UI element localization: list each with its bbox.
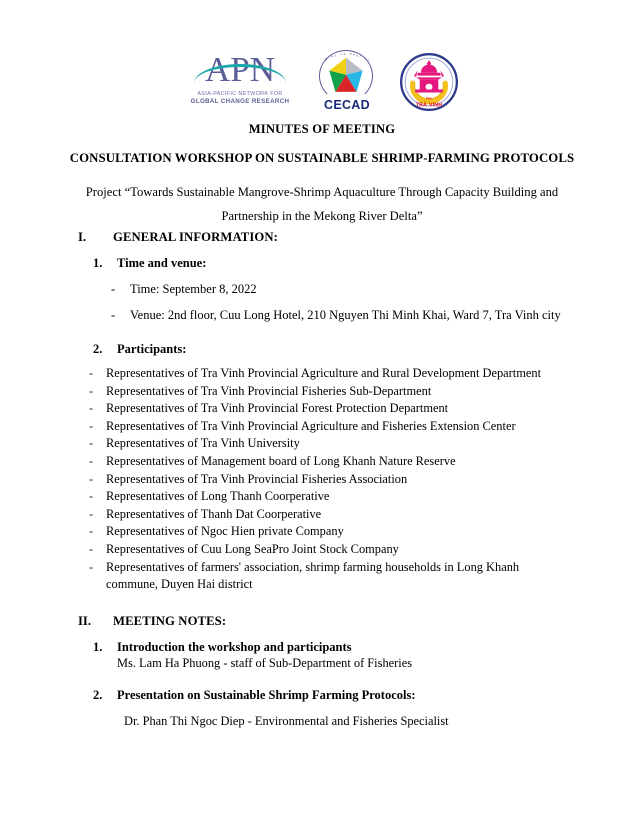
list-item [0,435,644,453]
hyphen-bullet-icon: - [89,559,94,574]
hyphen-bullet-icon: - [89,401,94,416]
list-item-time [0,282,644,297]
participant-text: Representatives of Tra Vinh Provincial Agriculture and Rural Development Department [106,366,542,380]
cecad-logo [314,50,380,114]
subsection-heading: Participants: [117,342,187,356]
apn-tagline-line1: ASIA-PACIFIC NETWORK FOR [197,91,283,97]
logo-band [0,46,644,118]
page-title: MINUTES OF MEETING [248,122,396,136]
section-numeral: II. [78,613,92,628]
section-meeting-notes [0,614,644,629]
hyphen-bullet-icon: - [89,383,94,398]
subsection-participants [0,342,644,357]
tra-vinh-emblem [400,53,458,111]
apn-tagline-line2: GLOBAL CHANGE RESEARCH [190,98,290,105]
list-item [0,523,644,541]
cecad-wordmark-text: CECAD [324,98,370,112]
participant-text: Representatives of Tra Vinh Provincial Fisheries Association [106,471,408,486]
document-body [0,230,644,730]
note-number: 1. [93,639,103,654]
list-item [0,418,644,436]
workshop-title: CONSULTATION WORKSHOP ON SUSTAINABLE SHRIMP-FARMING PROTOCOLS [69,151,575,165]
apn-letters-text: APN [204,50,276,89]
section-general-information [0,230,644,245]
participant-text: Representatives of Management board of Long Khanh Nature Reserve [106,453,456,468]
cecad-pentagon-star-icon [327,57,365,93]
list-item [0,471,644,489]
subsection-number: 2. [93,342,103,356]
section-heading: GENERAL INFORMATION: [113,230,278,244]
apn-logo [186,52,294,112]
participants-list [0,365,644,594]
hyphen-bullet-icon: - [89,471,94,486]
hyphen-bullet-icon: - [89,524,94,539]
hyphen-bullet-icon: - [89,366,94,380]
note-heading: Presentation on Sustainable Shrimp Farming Protocols: [117,687,416,702]
dash-bullet-icon: - [111,282,116,296]
tra-vinh-emblem-icon [400,53,458,111]
participant-text: Representatives of Long Thanh Coorperative [106,489,330,504]
note-introduction [0,640,644,655]
hyphen-bullet-icon: - [89,541,94,556]
hyphen-bullet-icon: - [89,453,94,468]
list-item [0,559,644,594]
list-item [0,506,644,524]
meeting-time-text: Time: September 8, 2022 [130,282,257,296]
note-detail-text: Dr. Phan Thi Ngoc Diep - Environmental and Fisheries Specialist [124,713,449,728]
participant-text: Representatives of farmers' association, shrimp farming households in Long Khanh commune, Duyen Hai district [106,559,520,592]
cecad-mark [319,50,375,100]
hyphen-bullet-icon: - [89,418,94,433]
participant-text: Representatives of Thanh Dat Coorperative [106,506,322,521]
project-subtitle-line-2: Partnership in the Mekong River Delta” [221,209,423,223]
note-heading: Introduction the workshop and participants [117,639,352,654]
participant-text: Representatives of Tra Vinh Provincial Forest Protection Department [106,401,449,416]
subsection-heading: Time and venue: [117,256,207,270]
svg-text:TỈNH: TỈNH [426,97,432,101]
hyphen-bullet-icon: - [89,489,94,504]
list-item [0,488,644,506]
apn-wordmark [188,52,292,90]
section-heading: MEETING NOTES: [113,613,227,628]
note-number: 2. [93,687,103,702]
list-item-venue [0,308,644,323]
subsection-time-and-venue [0,256,644,271]
list-item [0,541,644,559]
section-numeral: I. [78,230,87,244]
list-item [0,453,644,471]
list-item [0,383,644,401]
dash-bullet-icon: - [111,308,116,322]
hyphen-bullet-icon: - [89,506,94,521]
note-presentation [0,688,644,703]
subsection-number: 1. [93,256,103,270]
participant-text: Representatives of Tra Vinh University [106,436,300,451]
cecad-ring-text: g i a o v à P h á t t r [324,52,371,63]
list-item [0,365,644,383]
hyphen-bullet-icon: - [89,436,94,451]
participant-text: Representatives of Cuu Long SeaPro Joint Stock Company [106,541,399,556]
note-detail-text: Ms. Lam Ha Phuong - staff of Sub-Department of Fisheries [117,655,413,670]
participant-text: Representatives of Ngoc Hien private Company [106,524,344,539]
project-subtitle-line-1: Project “Towards Sustainable Mangrove-Shrimp Aquaculture Through Capacity Building and [85,185,559,199]
svg-text:TRÀ VINH: TRÀ VINH [415,102,443,109]
participant-text: Representatives of Tra Vinh Provincial Fisheries Sub-Department [106,383,432,398]
participant-text: Representatives of Tra Vinh Provincial Agriculture and Fisheries Extension Center [106,418,516,433]
project-subtitle [72,180,572,228]
meeting-venue-text: Venue: 2nd floor, Cuu Long Hotel, 210 Nguyen Thi Minh Khai, Ward 7, Tra Vinh city [130,308,561,322]
list-item [0,400,644,418]
